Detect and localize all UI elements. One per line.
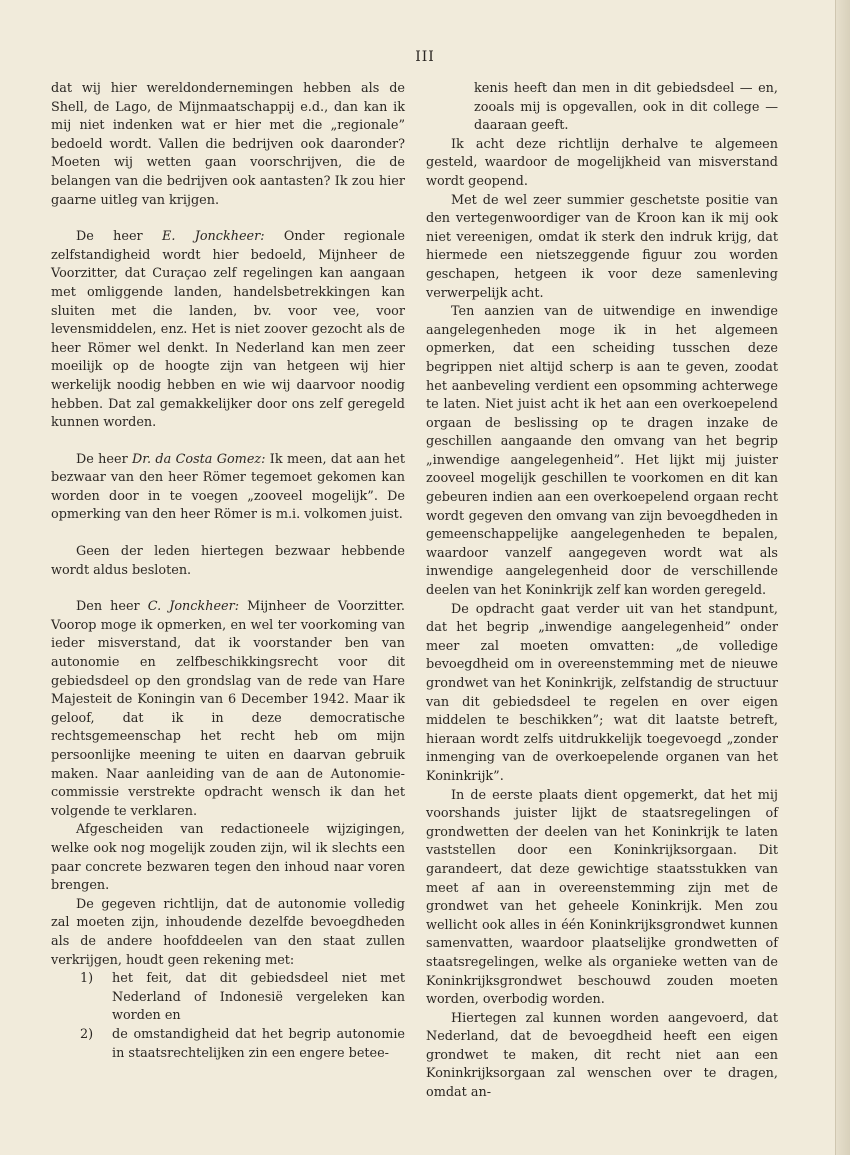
paragraph: Ik acht deze richtlijn derhalve te algemeen gesteld, waardoor de mogelijkheid van misverstand wordt geopend. bbox=[426, 136, 778, 189]
paragraph: In de eerste plaats dient opgemerkt, dat het mij voorshands juister lijkt de staatsregelingen of grondwetten der deelen van het Koninkrijk te laten vaststellen door een Koninkrijksorgaan. Dit garandeert, dat deze gewichtige staatsstukken van meet af aan in overeenstemming zijn met de grondwet van het geheele Koninkrijk. Men zou wellicht ook alles in één Koninkrijksgrondwet kunnen samenvatten, waardoor plaatselijke grondwetten of staatsregelingen, welke als organieke wetten van de Koninkrijksgrondwet beschouwd zouden moeten worden, overbodig worden. bbox=[426, 787, 778, 1008]
speech-prefix: De heer bbox=[76, 451, 133, 467]
speech-prefix: De heer bbox=[76, 229, 162, 245]
list-text: het feit, dat dit gebiedsdeel niet met Nederland of Indonesië vergeleken kan worden en bbox=[112, 971, 405, 1024]
speaker-name: E. Jonckheer: bbox=[161, 229, 265, 245]
speech-da-costa-gomez bbox=[51, 451, 405, 525]
list-item bbox=[51, 970, 405, 1026]
paragraph: Afgescheiden van redactioneele wijzigingen, welke ook nog mogelijk zouden zijn, wil ik slechts een paar concrete bezwaren tegen den inhoud naar voren brengen. bbox=[51, 822, 405, 894]
page-edge bbox=[835, 0, 850, 1155]
speech-text: Ik meen, dat aan het bezwaar van den heer Römer tegemoet gekomen kan worden door in te voegen „zooveel mogelijk”. De opmerking van den heer Römer is m.i. volkomen juist. bbox=[51, 451, 405, 523]
paragraph: De gegeven richtlijn, dat de autonomie volledig zal moeten zijn, inhoudende dezelfde bevoegdheden als de andere hoofddeelen van den staat zullen verkrijgen, houdt geen rekening met: bbox=[51, 896, 405, 968]
list-continuation: kenis heeft dan men in dit gebiedsdeel — en, zooals mij is opgevallen, ook in dit college — daaraan geeft. bbox=[474, 81, 778, 134]
speech-text: Onder regionale zelfstandigheid wordt hier bedoeld, Mijnheer de Voorzitter, dat Curaçao zelf regelingen kan aangaan met omliggende landen, handelsbetrekkingen kan sluiten met die landen, bv. voor vee, voor levensmiddelen, enz. Het is niet zoover gezocht als de heer Römer wel denkt. In Nederland kan men zeer moeilijk op de hoogte zijn van hetgeen wij hier werkelijk noodig hebben en wie wij daarvoor noodig hebben. Dat zal gemakkelijker door ons zelf geregeld kunnen worden. bbox=[51, 229, 405, 431]
paragraph: Hiertegen zal kunnen worden aangevoerd, dat Nederland, dat de bevoegdheid heeft een eigen grondwet te maken, dit recht niet aan een Koninkrijksorgaan zal wenschen over te dragen, omdat an- bbox=[426, 1010, 778, 1101]
speech-c-jonckheer bbox=[51, 598, 405, 821]
speech-e-jonckheer bbox=[51, 228, 405, 433]
list-number: 1) bbox=[80, 971, 94, 987]
page-number: III bbox=[415, 49, 435, 65]
list-number: 2) bbox=[80, 1026, 94, 1042]
speaker-name: C. Jonckheer: bbox=[147, 599, 240, 615]
paragraph: De opdracht gaat verder uit van het standpunt, dat het begrip „inwendige aangelegenheid” onder meer zal moeten omvatten: „de volledige bevoegdheid om in overeenstemming met de nieuwe grondwet van het Koninkrijk, zelfstandig de structuur van dit gebiedsdeel te regelen en over eigen middelen te beschikken”; wat dit laatste betreft, hieraan wordt zelfs uitdrukkelijk toegevoegd „zonder inmenging van de overkoepelende organen van het Koninkrijk”. bbox=[426, 601, 778, 784]
speech-text: Mijnheer de Voorzitter. Voorop moge ik opmerken, en wel ter voorkoming van ieder misverstand, dat ik voorstander ben van autonomie en zelfbeschikkingsrecht voor dit gebiedsdeel op den grondslag van de rede van Hare Majesteit de Koningin van 6 December 1942. Maar ik geloof, dat ik in deze democratische rechtsgemeenschap het recht heb om mijn persoonlijke meening te uiten en daarvan gebruik maken. Naar aanleiding van de aan de Autonomie-commissie verstrekte opdracht wensch ik dan het volgende te verklaren. bbox=[51, 599, 405, 819]
paragraph: Ten aanzien van de uitwendige en inwendige aangelegenheden moge ik in het algemeen opmerken, dat een scheiding tusschen deze begrippen niet altijd scherp is aan te geven, zoodat het aanbeveling verdient een opsomming achterwege te laten. Niet juist acht ik het aan een overkoepelend orgaan de beslissing op te dragen inzake de geschillen aangaande den omvang van het begrip „inwendige aangelegenheid”. Het lijkt mij juister zooveel mogelijk geschillen te voorkomen en dit kan gebeuren indien aan een overkoepelend orgaan recht wordt gegeven den omvang van zijn bevoegdheden in gemeenschappelijke aangelegenheden te bepalen, waardoor vanzelf aangegeven wordt wat als inwendige aangelegenheid door de verschillende deelen van het Koninkrijk zelf kan worden geregeld. bbox=[426, 304, 778, 599]
decision-paragraph: Geen der leden hiertegen bezwaar hebbende wordt aldus besloten. bbox=[51, 544, 405, 578]
speaker-name: Dr. da Costa Gomez: bbox=[132, 451, 266, 467]
paragraph: dat wij hier wereldondernemingen hebben als de Shell, de Lago, de Mijnmaatschappij e.d., dan kan ik mij niet indenken wat er hier met die „regionale” bedoeld wordt. Vallen die bedrijven ook daaronder? Moeten wij wetten gaan voorschrijven, die de belangen van die bedrijven ook aantasten? Ik zou hier gaarne uitleg van krijgen. bbox=[51, 81, 405, 208]
speech-prefix: Den heer bbox=[76, 599, 148, 615]
paragraph: Met de wel zeer summier geschetste positie van den vertegenwoordiger van de Kroon kan ik mij ook niet vereenigen, omdat ik sterk den indruk krijg, dat hiermede een nietszeggende figuur zou worden geschapen, hetgeen ik voor deze samenleving verwerpelijk acht. bbox=[426, 192, 778, 301]
left-column bbox=[51, 80, 405, 1063]
list-text: de omstandigheid dat het begrip autonomie in staatsrechtelijken zin een engere betee- bbox=[112, 1026, 405, 1061]
right-column bbox=[426, 80, 778, 1103]
list-item bbox=[51, 1026, 405, 1063]
